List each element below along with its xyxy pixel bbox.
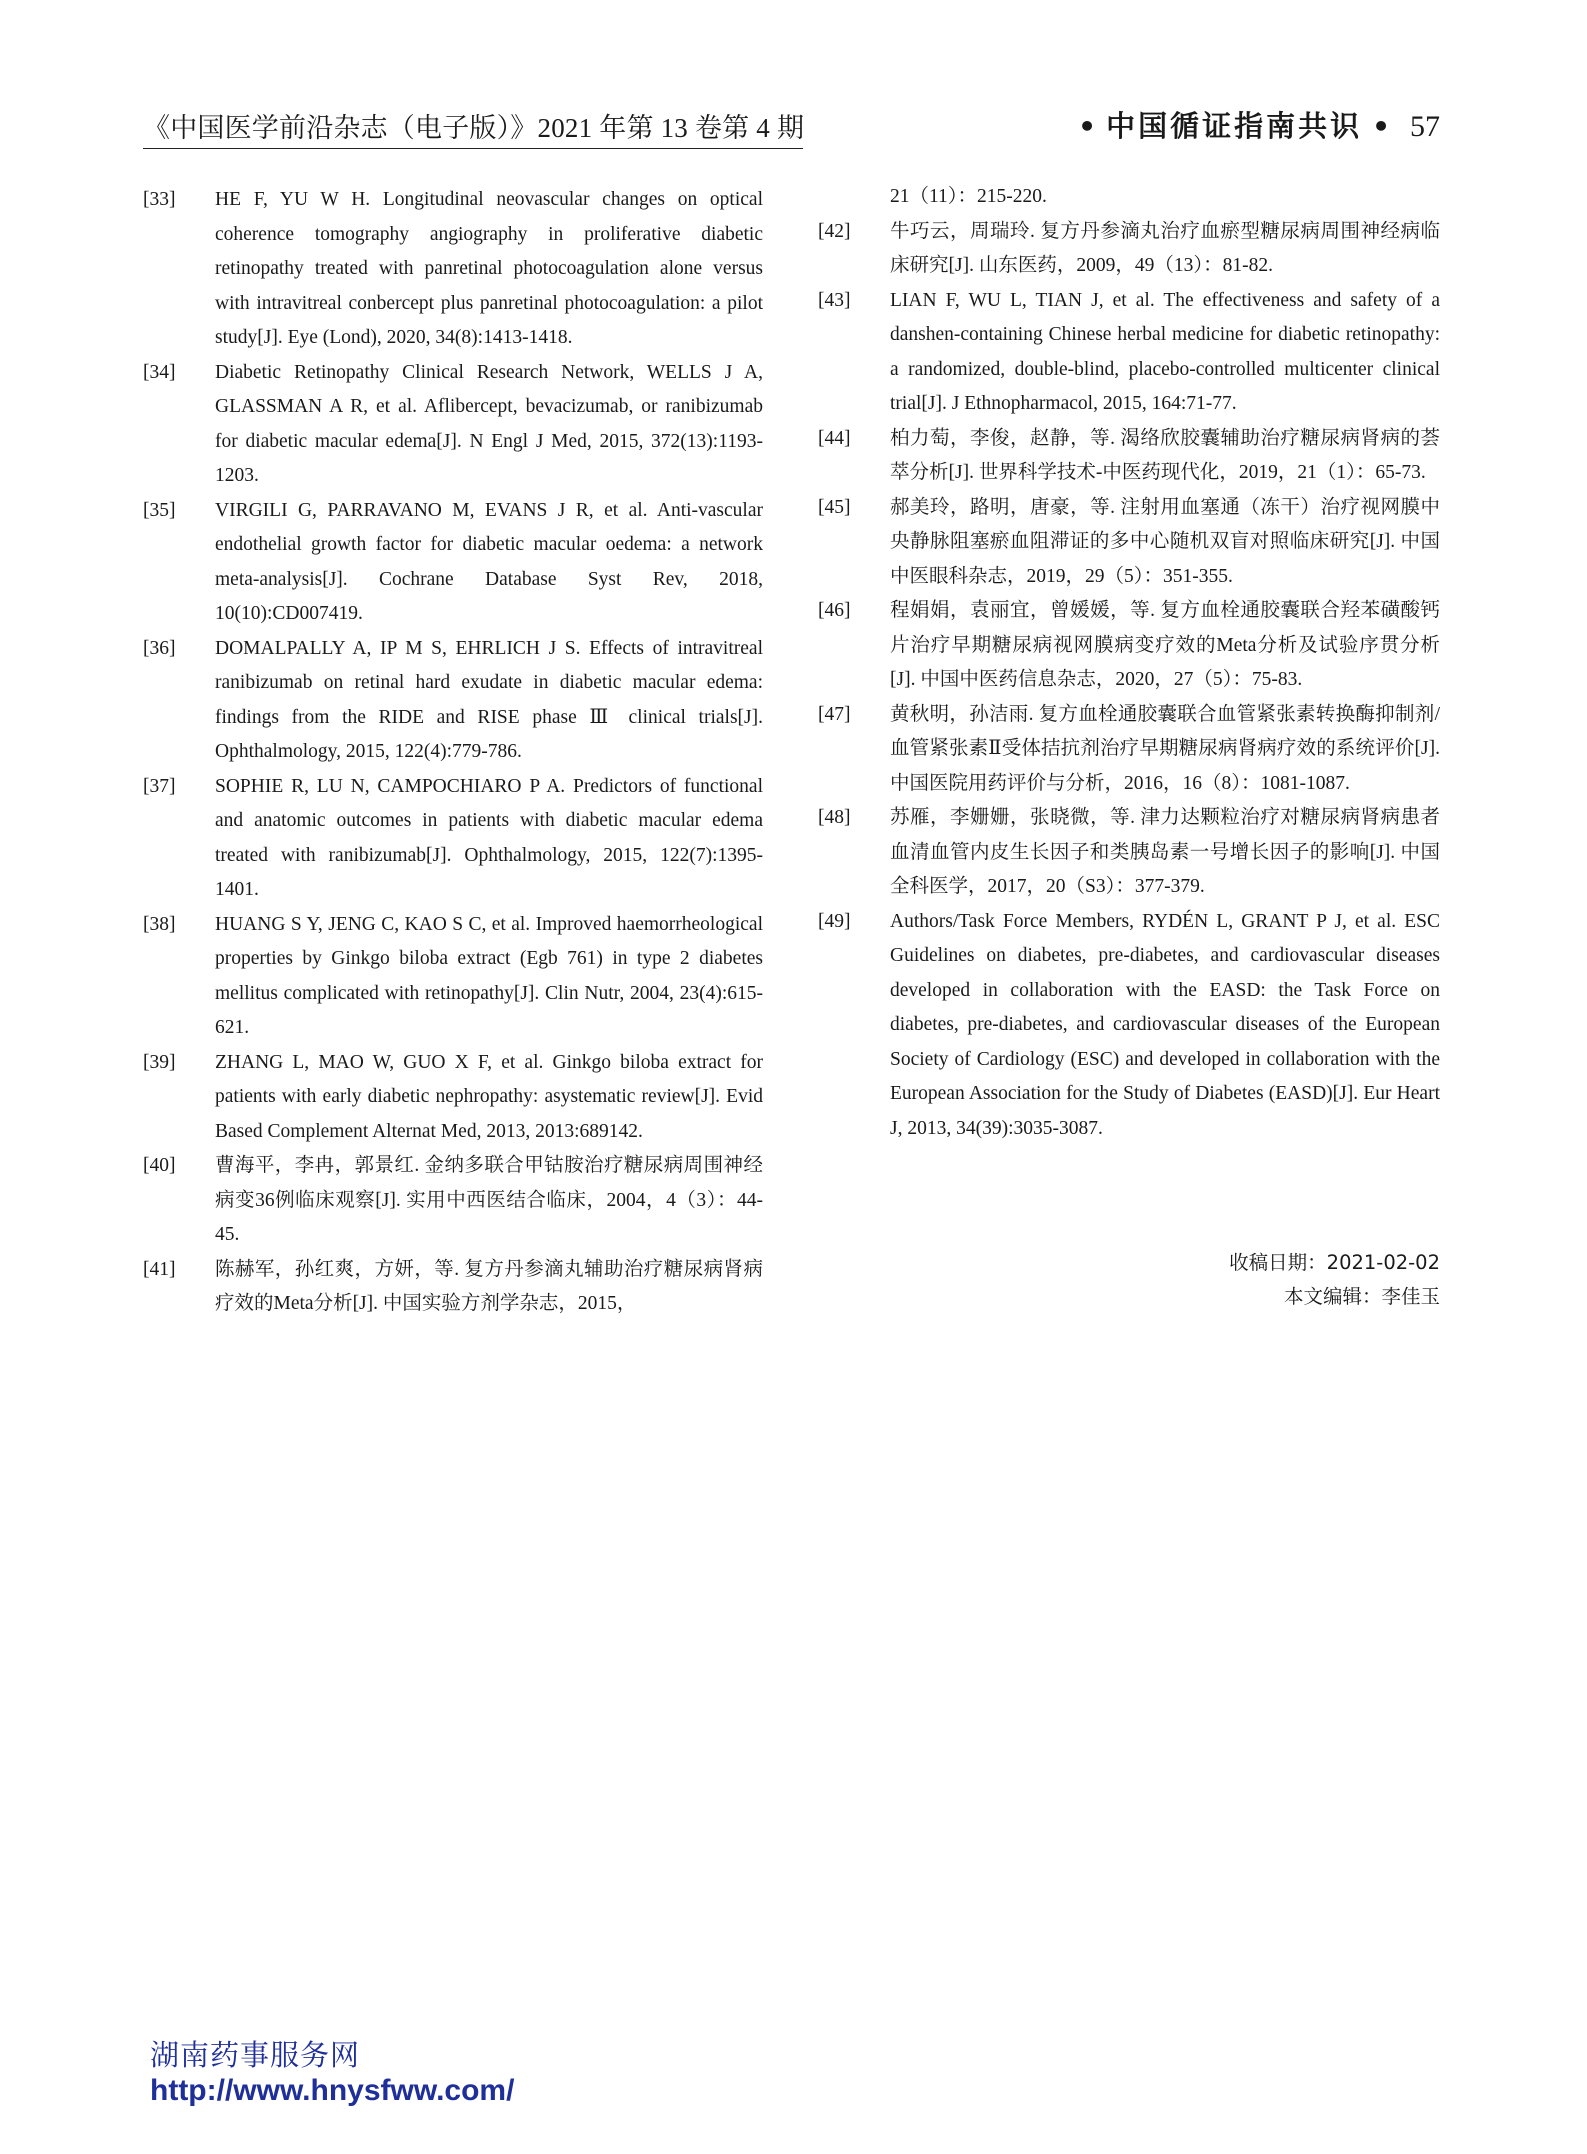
reference-item	[143, 1046, 763, 1150]
reference-item	[143, 356, 763, 494]
reference-text: SOPHIE R, LU N, CAMPOCHIARO P A. Predictors of functional and anatomic outcomes in patients with diabetic macular edema treated with ranibizumab[J]. Ophthalmology, 2015, 122(7):1395-1401.	[215, 775, 763, 900]
reference-text: 郝美玲，路明，唐豪，等. 注射用血塞通（冻干）治疗视网膜中央静脉阻塞瘀血阻滞证的多中心随机双盲对照临床研究[J]. 中国中医眼科杂志，2019，29（5）：351-355.	[890, 496, 1440, 587]
watermark-site-name: 湖南药事服务网	[150, 2038, 361, 2072]
reference-item	[818, 905, 1440, 1147]
reference-number: [36]	[143, 637, 176, 659]
bullet-right: •	[1372, 110, 1390, 143]
reference-text: 曹海平，李冉，郭景红. 金纳多联合甲钴胺治疗糖尿病周围神经病变36例临床观察[J]. 实用中西医结合临床，2004，4（3）：44-45.	[215, 1155, 763, 1245]
reference-item	[143, 632, 763, 770]
reference-item	[143, 494, 763, 632]
reference-text: HUANG S Y, JENG C, KAO S C, et al. Improved haemorrheological properties by Ginkgo biloba extract (Egb 761) in type 2 diabetes mellitus complicated with retinopathy[J]. Clin Nutr, 2004, 23(4):615-621.	[215, 913, 763, 1038]
reference-item	[143, 1253, 763, 1322]
watermark	[150, 2036, 514, 2108]
reference-column-left	[143, 183, 763, 1322]
reference-number: [37]	[143, 775, 176, 797]
header-rule	[143, 148, 803, 149]
reference-item	[818, 491, 1440, 595]
reference-item	[818, 422, 1440, 491]
reference-number: [39]	[143, 1051, 176, 1073]
reference-item	[143, 770, 763, 908]
reference-item	[143, 908, 763, 1046]
reference-text: HE F, YU W H. Longitudinal neovascular changes on optical coherence tomography angiography in proliferative diabetic retinopathy treated with panretinal photocoagulation alone versus with intravitreal conbercept plus panretinal photocoagulation: a pilot study[J]. Eye (Lond), 2020, 34(8):1413-1418.	[215, 189, 763, 348]
section-header	[1068, 104, 1440, 145]
reference-number: [38]	[143, 913, 176, 935]
bullet-left: •	[1078, 110, 1097, 143]
reference-text: 牛巧云，周瑞玲. 复方丹参滴丸治疗血瘀型糖尿病周围神经病临床研究[J]. 山东医药，2009，49（13）：81-82.	[890, 220, 1440, 276]
received-date: 收稿日期：2021-02-02	[1229, 1251, 1440, 1274]
reference-text: 黄秋明，孙洁雨. 复方血栓通胶囊联合血管紧张素转换酶抑制剂/血管紧张素Ⅱ受体拮抗剂治疗早期糖尿病肾病疗效的系统评价[J]. 中国医院用药评价与分析，2016，16（8）：1081-1087.	[890, 703, 1440, 794]
reference-number: [35]	[143, 499, 176, 521]
reference-column-right	[818, 180, 1440, 1146]
reference-number: [47]	[818, 703, 851, 725]
reference-number: [40]	[143, 1155, 176, 1176]
reference-number: [46]	[818, 600, 851, 621]
reference-text: 陈赫军，孙红爽，方妍，等. 复方丹参滴丸辅助治疗糖尿病肾病疗效的Meta分析[J]. 中国实验方剂学杂志，2015，	[215, 1258, 763, 1314]
article-meta	[1229, 1246, 1440, 1314]
reference-number: [34]	[143, 361, 176, 383]
editor-credit: 本文编辑：李佳玉	[1283, 1285, 1440, 1308]
journal-title: 《中国医学前沿杂志（电子版）》2021 年第 13 卷第 4 期	[143, 113, 805, 143]
reference-text: VIRGILI G, PARRAVANO M, EVANS J R, et al. Anti-vascular endothelial growth factor for diabetic macular oedema: a network meta-analysis[J]. Cochrane Database Syst Rev, 2018, 10(10):CD007419.	[215, 499, 763, 624]
reference-text: Diabetic Retinopathy Clinical Research Network, WELLS J A, GLASSMAN A R, et al. Aflibercept, bevacizumab, or ranibizumab for diabetic macular edema[J]. N Engl J Med, 2015, 372(13):1193-1203.	[215, 361, 763, 486]
reference-number: [49]	[818, 910, 851, 932]
reference-text: Authors/Task Force Members, RYDÉN L, GRANT P J, et al. ESC Guidelines on diabetes, pre-diabetes, and cardiovascular diseases developed in collaboration with the EASD: the Task Force on diabetes, pre-diabetes, and cardiovascular diseases of the European Society of Cardiology (ESC) and developed in collaboration with the European Association for the Study of Diabetes (EASD)[J]. Eur Heart J, 2013, 34(39):3035-3087.	[890, 910, 1440, 1139]
reference-text: LIAN F, WU L, TIAN J, et al. The effectiveness and safety of a danshen-containing Chinese herbal medicine for diabetic retinopathy: a randomized, double-blind, placebo-controlled multicenter clinical trial[J]. J Ethnopharmacol, 2015, 164:71-77.	[890, 289, 1440, 414]
watermark-url[interactable]: http://www.hnysfww.com/	[150, 2074, 515, 2107]
running-header	[143, 104, 1440, 154]
reference-number: [33]	[143, 189, 176, 210]
reference-number: [41]	[143, 1258, 176, 1280]
reference-number: [44]	[818, 427, 851, 449]
reference-number: [42]	[818, 220, 851, 242]
page-number: 57	[1410, 110, 1440, 143]
section-title: 中国循证指南共识	[1106, 109, 1363, 143]
reference-number: [45]	[818, 496, 851, 518]
reference-continuation: 21（11）：215-220.	[890, 186, 1047, 207]
reference-number: [48]	[818, 807, 851, 828]
reference-text: DOMALPALLY A, IP M S, EHRLICH J S. Effects of intravitreal ranibizumab on retinal hard exudate in diabetic macular edema: findings from the RIDE and RISE phase Ⅲ clinical trials[J]. Ophthalmology, 2015, 122(4):779-786.	[215, 637, 763, 762]
reference-item	[818, 284, 1440, 422]
reference-text: ZHANG L, MAO W, GUO X F, et al. Ginkgo biloba extract for patients with early diabetic nephropathy: asystematic review[J]. Evid Based Complement Alternat Med, 2013, 2013:689142.	[215, 1051, 763, 1142]
reference-item	[818, 801, 1440, 905]
reference-text: 柏力萄，李俊，赵静，等. 渴络欣胶囊辅助治疗糖尿病肾病的荟萃分析[J]. 世界科学技术-中医药现代化，2019，21（1）：65-73.	[890, 427, 1440, 483]
reference-item	[818, 215, 1440, 284]
reference-text: 苏雁，李姗姗，张晓微，等. 津力达颗粒治疗对糖尿病肾病患者血清血管内皮生长因子和类胰岛素一号增长因子的影响[J]. 中国全科医学，2017，20（S3）：377-379.	[890, 807, 1440, 897]
reference-text: 程娟娟，袁丽宜，曾媛媛，等. 复方血栓通胶囊联合羟苯磺酸钙片治疗早期糖尿病视网膜病变疗效的Meta分析及试验序贯分析[J]. 中国中医药信息杂志，2020，27（5）：75-83.	[890, 600, 1440, 690]
reference-item	[143, 183, 763, 356]
reference-item	[818, 698, 1440, 802]
reference-item	[818, 594, 1440, 698]
reference-number: [43]	[818, 289, 851, 311]
reference-item	[143, 1149, 763, 1253]
